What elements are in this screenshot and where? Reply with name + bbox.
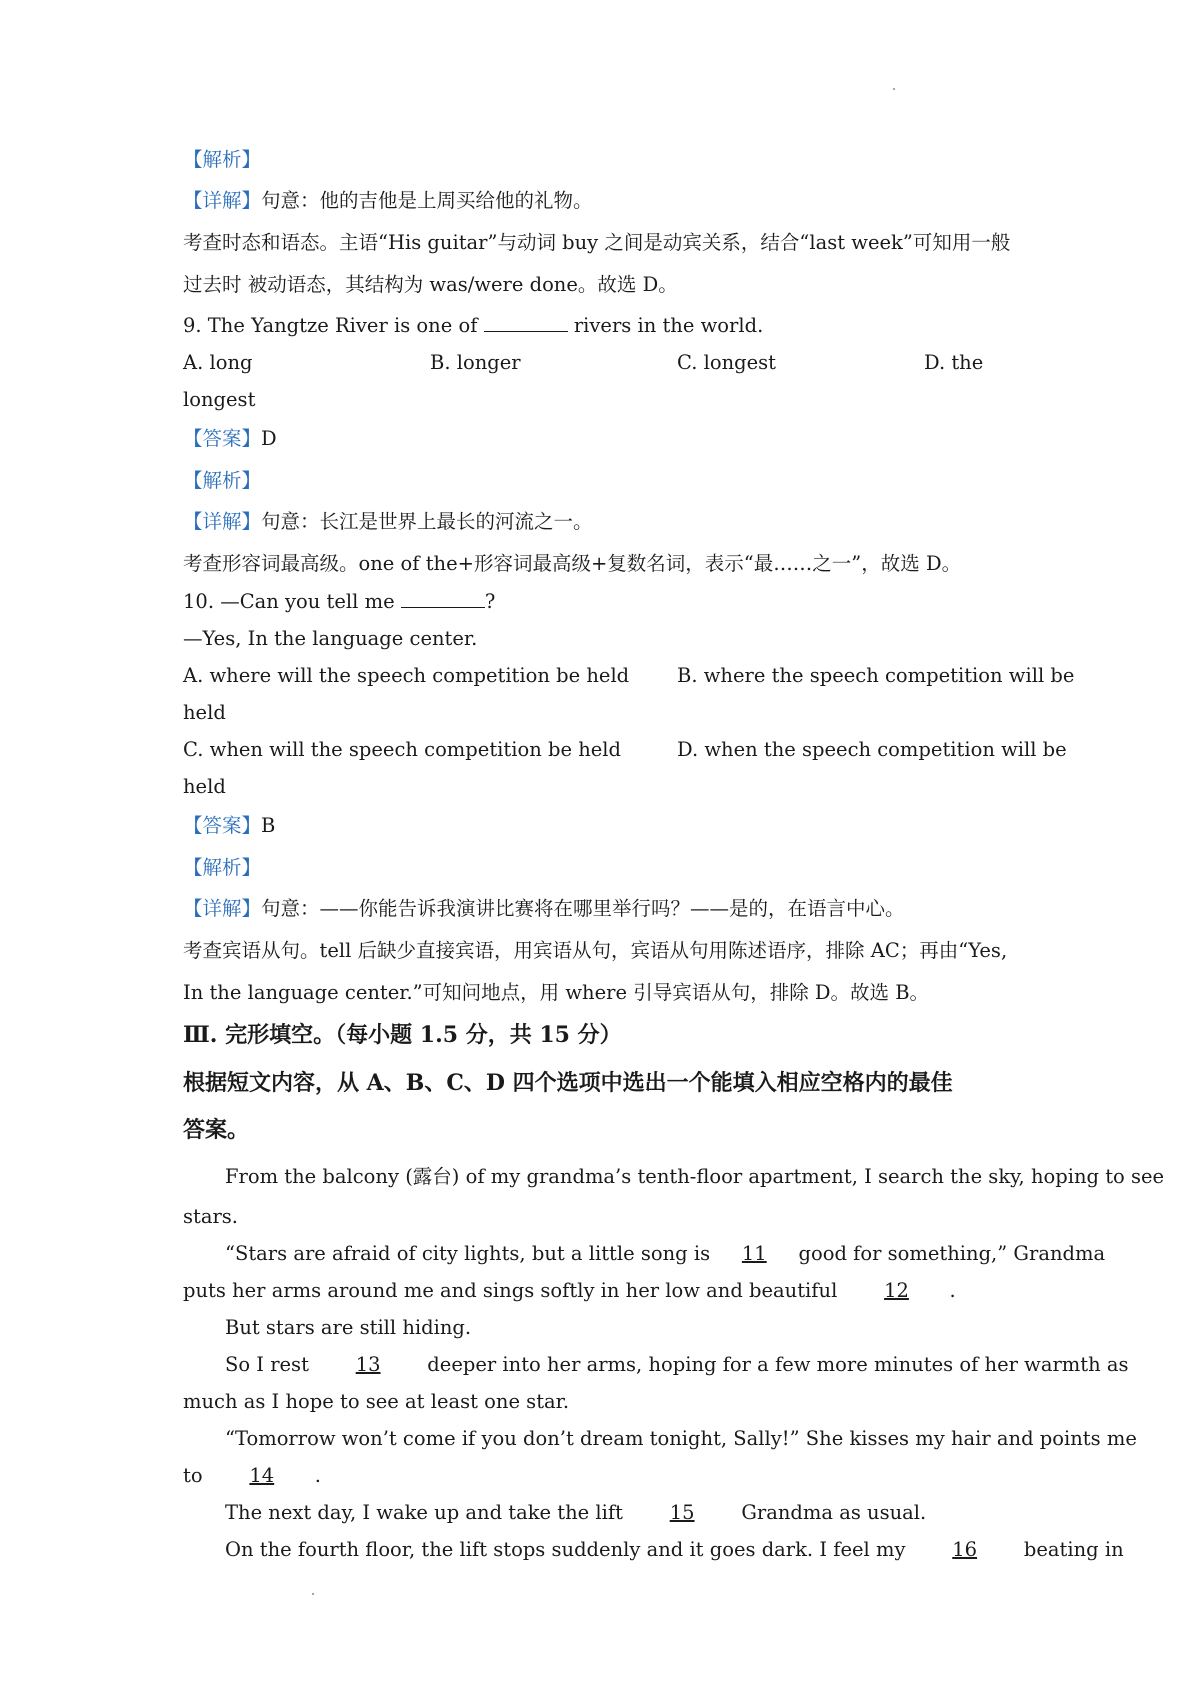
q10-meaning: 句意：——你能告诉我演讲比赛将在哪里举行吗？——是的，在语言中心。 (261, 897, 905, 920)
q9-stem-start: 9. The Yangtze River is one of (183, 314, 484, 337)
q10-option-a: A. where will the speech competition be held (183, 664, 630, 687)
section-instruction-2: 答案。 (183, 1117, 250, 1143)
detail-line (183, 187, 593, 215)
answer-blank (401, 589, 485, 608)
blank-15: 15 (669, 1501, 695, 1524)
q9-explain: 考查形容词最高级。one of the+形容词最高级+复数名词，表示“最……之一”，故选 D。 (183, 552, 962, 575)
blank-16: 16 (952, 1538, 978, 1561)
q10-stem-end: ? (484, 590, 496, 613)
passage-text: . (314, 1464, 321, 1487)
passage-text: On the fourth floor, the lift stops suddenly and it goes dark. I feel my (225, 1538, 912, 1561)
passage-p2-line1 (225, 1240, 1105, 1268)
passage-text: deeper into her arms, hoping for a few more minutes of her warmth as (421, 1353, 1129, 1376)
passage-p6 (225, 1499, 926, 1527)
q10-option-d-cont: held (183, 775, 226, 798)
blank-13: 13 (355, 1353, 381, 1376)
detail-line (183, 895, 905, 923)
passage-p1-line2: stars. (183, 1205, 238, 1228)
q9-stem (183, 312, 763, 340)
blank-11: 11 (741, 1242, 767, 1265)
q10-explain-2: In the language center.”可知问地点，用 where 引导宾语从句，排除 D。故选 B。 (183, 981, 930, 1004)
detail-line (183, 508, 593, 536)
passage-text: Grandma as usual. (735, 1501, 927, 1524)
q10-option-b-cont: held (183, 701, 226, 724)
q9-stem-end: rivers in the world. (567, 314, 764, 337)
analysis-tag: 【解析】 (183, 856, 262, 879)
answer-tag: 【答案】 (183, 814, 262, 837)
q9-option-d-cont: longest (183, 388, 256, 411)
passage-p5-line1: “Tomorrow won’t come if you don’t dream tonight, Sally!” She kisses my hair and points me (225, 1427, 1137, 1450)
section-heading: Ⅲ. 完形填空。（每小题 1.5 分，共 15 分） (183, 1022, 622, 1048)
q8-explain-1: 考查时态和语态。主语“His guitar”与动词 buy 之间是动宾关系，结合“last week”可知用一般 (183, 231, 1011, 254)
passage-text: beating in (1017, 1538, 1124, 1561)
q10-answer: B (261, 814, 276, 837)
q10-stem-start: 10. —Can you tell me (183, 590, 401, 613)
q10-option-c: C. when will the speech competition be held (183, 738, 622, 761)
passage-text: So I rest (225, 1353, 316, 1376)
passage-p3: But stars are still hiding. (225, 1316, 472, 1339)
q10-option-b: B. where the speech competition will be (677, 664, 1075, 687)
q10-explain-1: 考查宾语从句。tell 后缺少直接宾语，用宾语从句，宾语从句用陈述语序，排除 AC；再由“Yes, (183, 939, 1008, 962)
analysis-tag: 【解析】 (183, 469, 262, 492)
scan-speck (893, 88, 895, 90)
scan-speck (312, 1593, 314, 1595)
q10-stem (183, 588, 495, 616)
analysis-tag: 【解析】 (183, 148, 262, 171)
passage-p5-line2 (183, 1462, 321, 1490)
passage-p4-line1 (225, 1351, 1129, 1379)
answer-tag: 【答案】 (183, 427, 262, 450)
blank-14: 14 (249, 1464, 275, 1487)
q9-option-b: B. longer (430, 351, 521, 374)
detail-tag: 【详解】 (183, 897, 262, 920)
q9-option-d: D. the (924, 351, 984, 374)
passage-p7 (225, 1536, 1124, 1564)
q9-option-a: A. long (183, 351, 253, 374)
passage-text: good for something,” Grandma (792, 1242, 1106, 1265)
q10-reply: —Yes, In the language center. (183, 627, 478, 650)
passage-text: The next day, I wake up and take the lift (225, 1501, 630, 1524)
answer-blank (484, 313, 568, 332)
detail-tag: 【详解】 (183, 189, 262, 212)
passage-text: “Stars are afraid of city lights, but a little song is (225, 1242, 717, 1265)
passage-p2-line2 (183, 1277, 956, 1305)
q9-option-c: C. longest (677, 351, 777, 374)
passage-text: . (949, 1279, 956, 1302)
detail-tag: 【详解】 (183, 510, 262, 533)
q9-meaning: 句意：长江是世界上最长的河流之一。 (261, 510, 593, 533)
q9-answer-line (183, 425, 277, 453)
q10-option-d: D. when the speech competition will be (677, 738, 1067, 761)
passage-p4-line2: much as I hope to see at least one star. (183, 1390, 570, 1413)
passage-text: to (183, 1464, 209, 1487)
section-instruction-1: 根据短文内容，从 A、B、C、D 四个选项中选出一个能填入相应空格内的最佳 (183, 1070, 953, 1096)
blank-12: 12 (884, 1279, 909, 1302)
passage-text: puts her arms around me and sings softly in her low and beautiful (183, 1279, 844, 1302)
q10-answer-line (183, 812, 275, 840)
q9-answer: D (261, 427, 277, 450)
q8-explain-2: 过去时 被动语态，其结构为 was/were done。故选 D。 (183, 273, 678, 296)
passage-p1-line1: From the balcony (露台) of my grandma’s tenth-floor apartment, I search the sky, hoping to see (225, 1165, 1165, 1188)
q8-meaning: 句意：他的吉他是上周买给他的礼物。 (261, 189, 593, 212)
